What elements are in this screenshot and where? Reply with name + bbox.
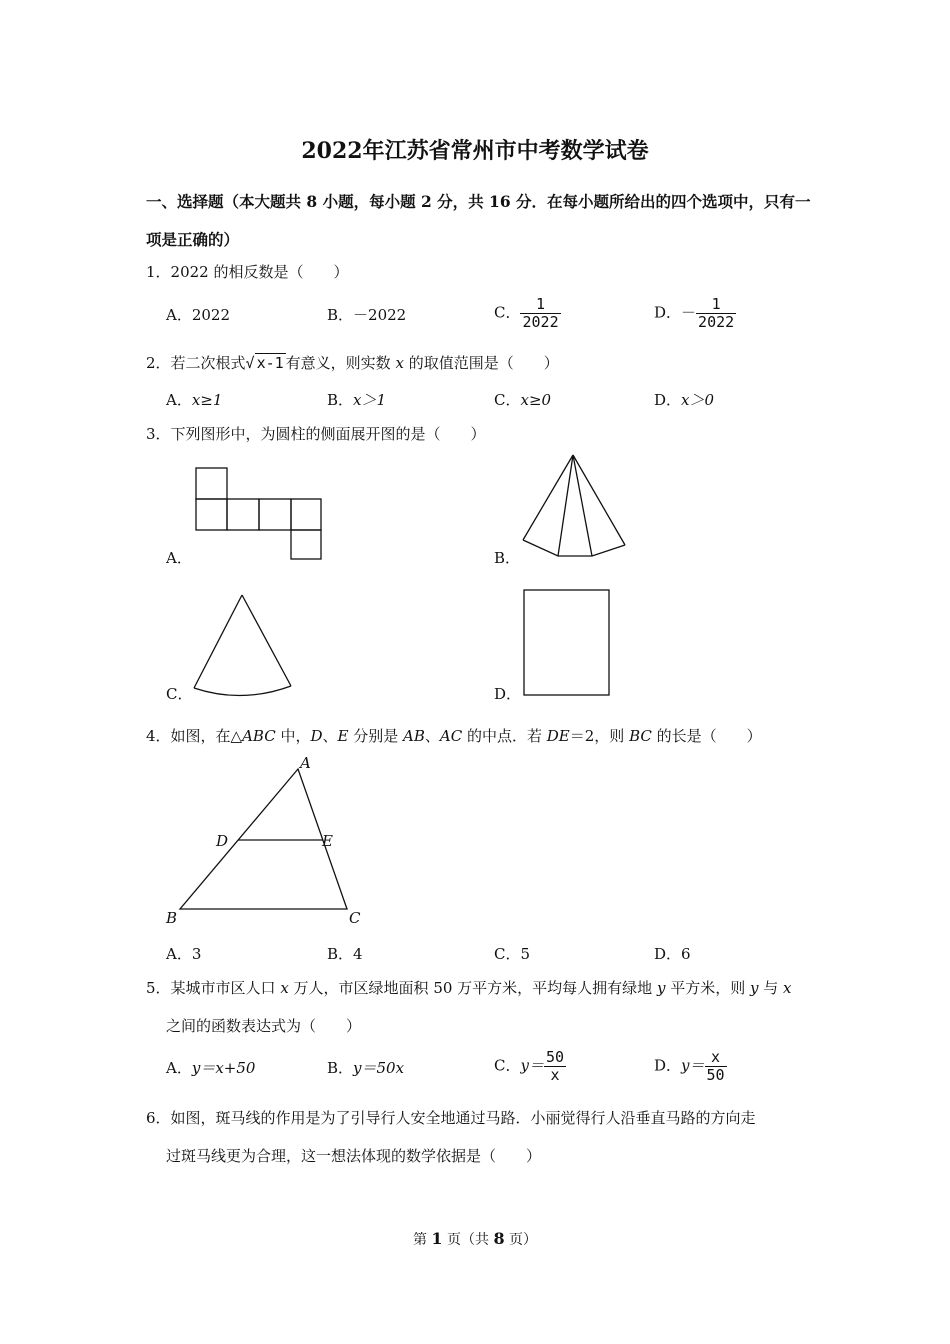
q3-option-c: C． [166,685,193,703]
q4-option-b: B．4 [327,945,363,963]
q3-figure-d-rectangle [522,588,612,698]
option-label: A． [166,391,192,409]
q1-option-d [654,296,736,331]
q2-var: x [395,354,404,372]
q4-option-a: A．3 [166,945,202,963]
question-2-stem [146,352,559,373]
footer-text: 页） [504,1232,538,1248]
option-label: B． [327,1059,354,1077]
option-lhs: y＝ [520,1056,544,1075]
q4-segment-de: DE [546,727,570,745]
q3-figure-a-cube-net [194,466,324,562]
q5-text: 与 [758,979,784,997]
q2-radicand: x-1 [256,354,284,372]
q5-text: 万人，市区绿地面积 50 万平方米，平均每人拥有绿地 [288,979,657,997]
section-header-line1: 一、选择题（本大题共 8 小题，每小题 2 分，共 16 分．在每小题所给出的四个选项中，只有一 [146,192,811,211]
q3-figure-b-pyramid [520,452,630,564]
q3-option-b: B． [494,549,521,567]
q1-option-a: A．2022 [166,306,231,324]
q2-stem-post: 的取值范围是（ ） [403,354,559,372]
fraction-denominator: x [544,1066,566,1084]
q2-sqrt: √ x-1 [245,354,284,372]
q4-option-c: C．5 [494,945,531,963]
q4-text: 中， [275,727,311,745]
fraction-denominator: 2022 [698,313,735,331]
q2-option-d [654,389,714,410]
q4-text: 4．如图，在△ [146,727,243,745]
option-expression: x≥0 [520,391,552,409]
option-expression: x≥1 [191,391,223,409]
label-e: E [322,832,333,850]
fraction-denominator: 50 [706,1066,725,1084]
q4-separator: 、 [322,727,338,745]
q5-option-a [166,1057,255,1078]
page-title: 2022年江苏省常州市中考数学试卷 [301,138,649,164]
page-number: 1 [431,1229,443,1248]
fraction-denominator: 2022 [522,313,559,331]
q4-text: 分别是 [348,727,404,745]
q1-option-c-fraction [520,296,560,331]
question-3-stem: 3．下列图形中，为圆柱的侧面展开图的是（ ） [146,425,486,443]
question-6-line2: 过斑马线更为合理，这一想法体现的数学依据是（ ） [166,1147,542,1165]
option-expression: x＞0 [681,391,715,409]
option-label: A． [166,1059,192,1077]
question-1-stem: 1．2022 的相反数是（ ） [146,263,349,281]
q4-triangle-figure [160,752,370,932]
q4-segment-ac: AC [439,727,463,745]
q2-option-c [494,389,551,410]
label-d: D [216,832,229,850]
fraction-numerator: 1 [536,295,546,313]
q5-option-b [327,1057,404,1078]
q4-text: 的长是（ ） [651,727,762,745]
q4-separator: 、 [424,727,440,745]
q5-var-x: x [280,979,289,997]
q2-option-b [327,389,386,410]
fraction-numerator: x [711,1048,721,1066]
option-label: B． [327,391,354,409]
q2-stem-mid: 有意义，则实数 [285,354,396,372]
question-4-stem [146,725,762,746]
fraction-numerator: 1 [711,295,721,313]
option-label: D． [654,391,682,409]
option-expression: y＝x+50 [191,1059,256,1077]
q4-option-d: D．6 [654,945,691,963]
q3-figure-c-sector [190,592,296,698]
q2-option-a [166,389,222,410]
q1-option-d-fraction [696,296,736,331]
q1-option-d-sign: － [681,303,697,322]
q4-point-d: D [310,727,323,745]
section-header-line2: 项是正确的） [146,230,240,249]
page-footer [0,1229,950,1249]
option-lhs: y＝ [681,1056,705,1075]
question-5-line1 [146,977,791,998]
label-a: A [300,754,311,772]
q5-option-c [494,1049,566,1084]
q4-triangle-name: ABC [242,727,276,745]
q2-stem-pre: 2．若二次根式 [146,354,246,372]
option-expression: y＝50x [353,1059,405,1077]
footer-text: 页（共 [442,1232,494,1248]
q4-text: 的中点．若 [462,727,547,745]
page-total: 8 [493,1229,505,1248]
q4-point-e: E [337,727,349,745]
q5-option-c-fraction [544,1049,566,1084]
q1-option-d-label: D． [654,303,682,322]
option-expression: x＞1 [353,391,387,409]
option-label: C． [494,391,521,409]
q5-option-d-fraction [705,1049,727,1084]
q5-text: 5．某城市市区人口 [146,979,281,997]
option-label: D． [654,1056,682,1075]
option-label: C． [494,1056,521,1075]
q5-option-d [654,1049,727,1084]
q3-option-a: A． [166,549,192,567]
label-c: C [349,909,361,927]
q3-option-d: D． [494,685,522,703]
q5-text: 平方米，则 [665,979,750,997]
q1-option-c [494,296,561,331]
footer-text: 第 [412,1232,432,1248]
q5-var-y: y [749,979,759,997]
q4-segment-ab: AB [403,727,425,745]
q4-segment-bc: BC [629,727,652,745]
q4-text: ＝2，则 [569,727,630,745]
label-b: B [166,909,178,927]
q1-option-b: B．－2022 [327,306,407,324]
question-6-line1: 6．如图，斑马线的作用是为了引导行人安全地通过马路．小丽觉得行人沿垂直马路的方向走 [146,1109,756,1127]
q5-var-x: x [783,979,792,997]
q1-option-c-label: C． [494,303,521,322]
q5-var-y: y [656,979,666,997]
fraction-numerator: 50 [545,1048,565,1066]
question-5-line2: 之间的函数表达式为（ ） [166,1017,362,1035]
